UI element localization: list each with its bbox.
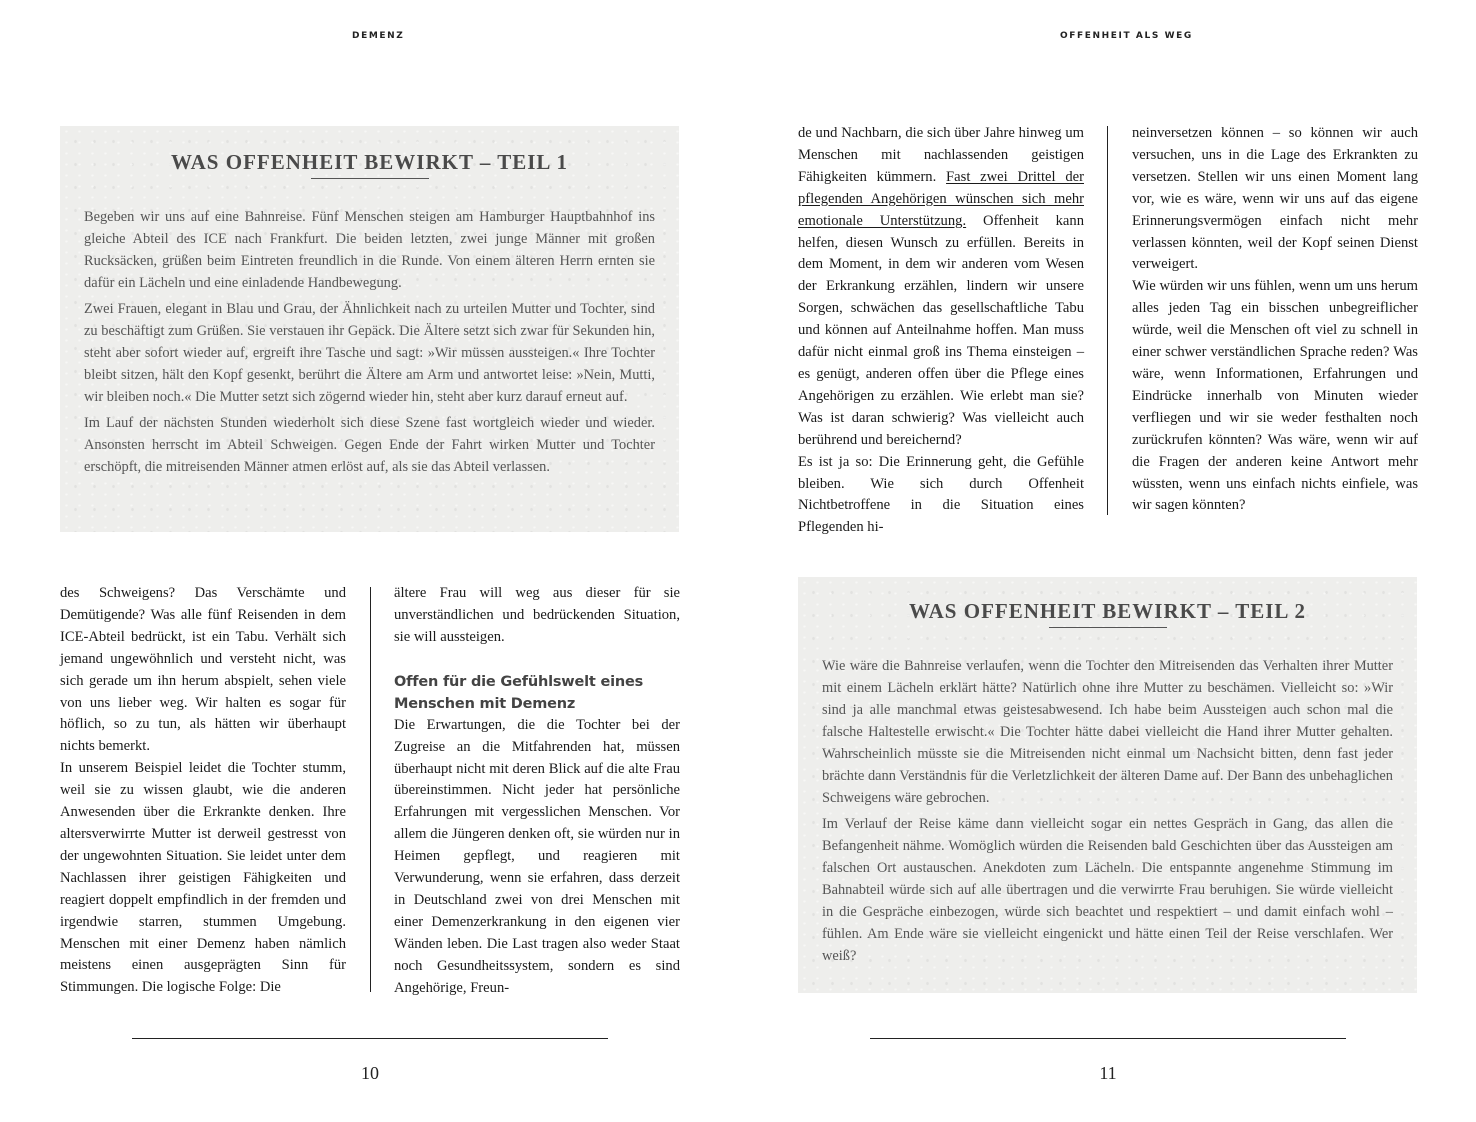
left-page-column-2	[394, 583, 680, 1000]
box-1-paragraph: Begeben wir uns auf eine Bahnreise. Fünf Menschen steigen am Hamburger Hauptbahnhof ins gleiche Abteil des ICE nach Frankfurt. Die beiden letzten, zwei junge Männer mit großen Rucksäcken, grüßen beim Eintreten freundlich in die Runde. Von einem älteren Herrn ernten sie dafür ein Lächeln und eine einladende Handbewegung.	[84, 209, 655, 291]
column-paragraph: In unserem Beispiel leidet die Tochter stumm, weil sie zu wissen glaubt, wie die anderen Anwesenden über die Erkrankte denken. Ihre altersverwirrte Mutter ist derweil gestresst von der ungewohnten Situation. Sie leidet unter dem Nachlassen ihrer geistigen Fähigkeiten und reagiert doppelt empfindlich in der fremden und irgendwie starren, stummen Umgebung. Menschen mit einer Demenz haben nämlich meistens einen ausgeprägten Sinn für Stimmungen. Die logische Folge: Die	[60, 760, 346, 996]
box-1-paragraph: Zwei Frauen, elegant in Blau und Grau, der Ähnlichkeit nach zu urteilen Mutter und Tochter, sind zu beschäftigt zum Grüßen. Sie verstauen ihr Gepäck. Die Ältere setzt sich zwar für Sekunden hin, steht aber sofort wieder auf, ergreift ihre Tasche und sagt: »Wir müssen aussteigen.« Ihre Tochter bleibt sitzen, hält den Kopf gesenkt, berührt die Ältere am Arm und antwortet leise: »Nein, Mutti, wir bleiben noch.« Die Mutter setzt sich zögernd wieder hin, steht aber kurz darauf erneut auf.	[84, 301, 655, 405]
info-box-part-2	[798, 577, 1417, 993]
text-run: de und Nachbarn, die sich über Jahre hinweg um Menschen mit nachlassenden geistigen Fähigkeiten kümmern.	[798, 125, 1084, 185]
running-head-right: OFFENHEIT ALS WEG	[1060, 31, 1193, 41]
box-1-title: WAS OFFENHEIT BEWIRKT – TEIL 1	[170, 150, 569, 174]
info-box-part-1	[60, 126, 679, 532]
box-2-paragraph: Im Verlauf der Reise käme dann vielleicht sogar ein nettes Gespräch in Gang, das allen die Befangenheit nähme. Womöglich würden die Reisenden bald Geschichten über das Aussteigen am falschen Ort austauschen. Anekdoten zum Lächeln. Die entspannte angenehme Stimmung im Bahnabteil würde sich auf alle übertragen und die verwirrte Frau beruhigen. Sie würde vielleicht in die Gespräche einbezogen, würde sich beachtet und respektiert – und damit einfach wohl – fühlen. Am Ende wäre sie vielleicht eingenickt und hätte einen Teil der Reise verschlafen. Wer weiß?	[822, 816, 1393, 964]
column-paragraph: ältere Frau will weg aus dieser für sie unverständlichen und bedrückenden Situation, sie will aussteigen.	[394, 585, 680, 645]
left-page-column-1	[60, 583, 346, 999]
box-1-title-rule	[311, 178, 429, 179]
text-run: Offenheit kann helfen, diesen Wunsch zu erfüllen. Bereits in dem Moment, in dem wir anderen vom Wesen der Erkrankung erzählen, lindern wir unsere Sorgen, schwächen das gesellschaftliche Tabu und können auf Anteilnahme hoffen. Man muss dafür nicht einmal groß ins Thema einsteigen – es genügt, anderen offen über die Pflege eines Angehörigen zu erzählen. Wie erlebt man sie? Was ist daran schwierig? Was vielleicht auch berührend und bereichernd?	[798, 212, 1084, 448]
footer-rule-right	[870, 1038, 1346, 1039]
running-head-left: DEMENZ	[352, 31, 405, 41]
page-number-left: 10	[361, 1063, 379, 1083]
box-2-title-rule	[1049, 627, 1167, 628]
box-2-paragraph: Wie wäre die Bahnreise verlaufen, wenn die Tochter den Mitreisenden das Verhalten ihrer Mutter mit einem Lächeln erklärt hätte? Natürlich ohne ihre Mutter zu beschämen. Vielleicht so: »Wir sind ja alle manchmal etwas geistesabwesend. Ich habe beim Aussteigen auch schon mal die falsche Haltestelle erwischt.« Die Tochter hätte dabei vielleicht die Hand ihrer Mutter gehalten. Wahrscheinlich müsste sie die Mitreisenden nicht einmal um Nachsicht bitten, denn fast jeder brächte dann Verständnis für die Verletzlichkeit der älteren Dame auf. Der Bann des unbehaglichen Schweigens wäre gebrochen.	[822, 658, 1393, 806]
column-divider-left	[370, 587, 371, 992]
right-page-column-2	[1132, 123, 1418, 517]
box-2-body	[822, 655, 1393, 967]
column-paragraph: Die Erwartungen, die die Tochter bei der Zugreise an die Mitfahrenden hat, müssen überhaupt nicht mit deren Blick auf die alte Frau übereinstimmen. Nicht jeder hat persönliche Erfahrungen mit vergesslichen Menschen. Vor allem die Jüngeren denken oft, sie würden nur in Heimen gepflegt, und reagieren mit Verwunderung, wenn sie erfahren, dass derzeit in Deutschland zwei von drei Menschen mit einer Demenzerkrankung in den eigenen vier Wänden leben. Die Last tragen also weder Staat noch Gesundheitssystem, sondern es sind Angehörige, Freun-	[394, 716, 680, 996]
right-page-column-1	[798, 123, 1084, 539]
column-divider-right	[1107, 126, 1108, 515]
footer-rule-left	[132, 1038, 608, 1039]
box-1-body	[84, 206, 655, 478]
column-paragraph	[798, 123, 1084, 452]
column-paragraph: neinversetzen können – so können wir auch versuchen, uns in die Lage des Erkrankten zu versetzen. Stellen wir uns einen Moment lang vor, wie es wäre, wenn wir uns auf das eigene Erinnerungsvermögen einfach nicht mehr verlassen könnten, weil der Kopf seinen Dienst verweigert.	[1132, 125, 1418, 273]
column-paragraph: Es ist ja so: Die Erinnerung geht, die Gefühle bleiben. Wie sich durch Offenheit Nichtbetroffene in die Situation eines Pflegenden hi-	[798, 453, 1084, 536]
underlined-highlight: Fast zwei Drittel der pflegenden Angehörigen wünschen sich mehr emotionale Unterstützung.	[798, 168, 1084, 229]
box-2-title: WAS OFFENHEIT BEWIRKT – TEIL 2	[908, 599, 1307, 623]
column-paragraph: Wie würden wir uns fühlen, wenn um uns herum alles jeden Tag ein bisschen unbegreiflicher würde, weil die Menschen oft viel zu schnell in einer schwer verständlichen Sprache reden? Was wäre, wenn Informationen, Erfahrungen und Eindrücke innerhalb von Minuten wieder verfliegen und wir sie weder festhalten noch zurückrufen könnten? Was wäre, wenn wir auf die Fragen der anderen keine Antwort mehr wüssten, wenn uns einfach nichts einfiele, was wir sagen könnten?	[1132, 278, 1418, 514]
section-subheading: Offen für die Gefühlswelt eines Menschen mit Demenz	[394, 673, 644, 712]
box-1-paragraph: Im Lauf der nächsten Stunden wiederholt sich diese Szene fast wortgleich wieder und wieder. Ansonsten herrscht im Abteil Schweigen. Gegen Ende der Fahrt wirken Mutter und Tochter erschöpft, die mitreisenden Männer atmen erlöst auf, als sie das Abteil verlassen.	[84, 415, 655, 475]
column-paragraph: des Schweigens? Das Verschämte und Demütigende? Was alle fünf Reisenden in dem ICE-Abteil bedrückt, ist ein Tabu. Verhält sich jemand ungewöhnlich und versteht nicht, was sich gerade um ihn herum abspielt, sehen viele von uns lieber weg. Wir halten es sogar für höflich, so zu tun, als hätten wir überhaupt nichts bemerkt.	[60, 585, 346, 755]
page-number-right: 11	[1099, 1063, 1117, 1083]
